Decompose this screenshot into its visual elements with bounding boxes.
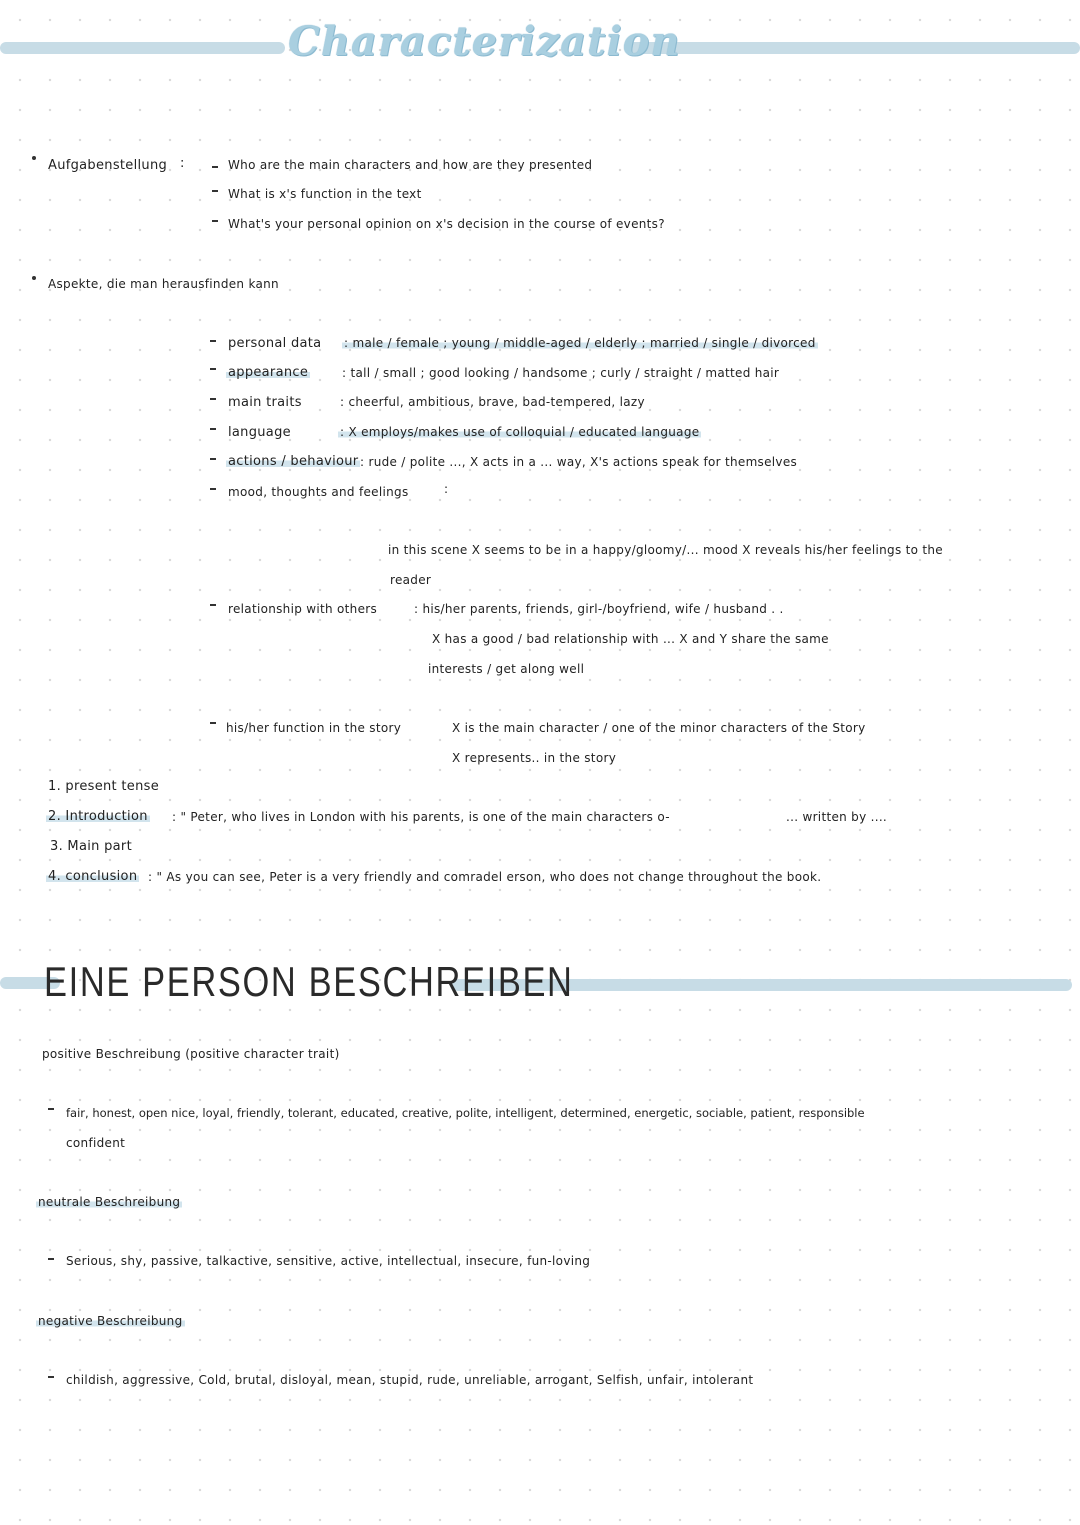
dash	[210, 458, 216, 460]
dash	[210, 604, 216, 606]
actions-text: : rude / polite ..., X acts in a ... way, X's actions speak for themselves	[360, 455, 798, 469]
task-item-3: What's your personal opinion on x's decision in the course of events?	[228, 217, 665, 231]
bullet-dot	[32, 156, 36, 160]
task-colon: :	[180, 156, 185, 171]
relationship-label: relationship with others	[228, 602, 378, 616]
header-bar-left	[0, 42, 285, 54]
page-title: Characterization	[288, 18, 681, 65]
relationship-line-3: interests / get along well	[428, 662, 585, 676]
positive-line-1: fair, honest, open nice, loyal, friendly, tolerant, educated, creative, polite, intelligent, determined, energetic, sociable, patient, responsible	[66, 1106, 865, 1120]
dash	[210, 722, 216, 724]
aspects-label: Aspekte, die man herausfinden kann	[48, 277, 279, 291]
structure-item-2-text: : " Peter, who lives in London with his parents, is one of the main characters o-	[172, 810, 670, 824]
task-label: Aufgabenstellung	[48, 158, 168, 173]
section-title: EINE PERSON BESCHREIBEN	[44, 958, 574, 1005]
dash	[210, 488, 216, 490]
structure-item-3: 3. Main part	[50, 839, 132, 854]
dash	[212, 220, 218, 222]
mood-line-2: reader	[390, 573, 432, 587]
main-traits-label: main traits	[228, 395, 302, 410]
neutral-label: neutrale Beschreibung	[38, 1195, 181, 1209]
dash	[210, 340, 216, 342]
dash	[212, 166, 218, 168]
dash	[212, 190, 218, 192]
structure-item-2: 2. Introduction	[48, 809, 148, 824]
structure-item-4-text: : " As you can see, Peter is a very friendly and comradel erson, who does not change throughout the book.	[148, 870, 822, 884]
personal-data-label: personal data	[228, 336, 322, 351]
structure-item-4: 4. conclusion	[48, 869, 138, 884]
appearance-text: : tall / small ; good looking / handsome ; curly / straight / matted hair	[342, 366, 780, 380]
task-item-1: Who are the main characters and how are they presented	[228, 158, 593, 172]
mood-colon: :	[444, 482, 449, 496]
function-line-2: X represents.. in the story	[452, 751, 617, 765]
negative-label: negative Beschreibung	[38, 1314, 183, 1328]
header-bar-right	[628, 42, 1080, 54]
appearance-label: appearance	[228, 365, 309, 380]
positive-label: positive Beschreibung (positive character trait)	[42, 1047, 340, 1061]
dash	[210, 398, 216, 400]
language-text: : X employs/makes use of colloquial / educated language	[340, 425, 700, 439]
function-line-1: X is the main character / one of the minor characters of the Story	[452, 721, 866, 735]
main-traits-text: : cheerful, ambitious, brave, bad-tempered, lazy	[340, 395, 645, 409]
dash	[210, 368, 216, 370]
actions-label: actions / behaviour	[228, 454, 359, 469]
relationship-line-1: : his/her parents, friends, girl-/boyfriend, wife / husband . .	[414, 602, 784, 616]
function-label: his/her function in the story	[226, 721, 402, 735]
structure-item-2-extra: ... written by ....	[786, 810, 888, 824]
positive-line-2: confident	[66, 1136, 126, 1150]
language-label: language	[228, 425, 291, 440]
personal-data-text: : male / female ; young / middle-aged / elderly ; married / single / divorced	[344, 336, 816, 350]
bullet-dot	[32, 276, 36, 280]
neutral-line-1: Serious, shy, passive, talkactive, sensitive, active, intellectual, insecure, fun-loving	[66, 1254, 591, 1268]
dash	[48, 1376, 54, 1378]
negative-line-1: childish, aggressive, Cold, brutal, disloyal, mean, stupid, rude, unreliable, arrogant, Selfish, unfair, intolerant	[66, 1373, 754, 1387]
task-item-2: What is x's function in the text	[228, 187, 422, 201]
structure-item-1: 1. present tense	[48, 779, 159, 794]
relationship-line-2: X has a good / bad relationship with ... X and Y share the same	[432, 632, 829, 646]
dash	[48, 1258, 54, 1260]
mood-line-1: in this scene X seems to be in a happy/gloomy/... mood X reveals his/her feelings to the	[388, 543, 943, 557]
dash	[48, 1108, 54, 1110]
mood-label: mood, thoughts and feelings	[228, 485, 409, 499]
dash	[210, 428, 216, 430]
